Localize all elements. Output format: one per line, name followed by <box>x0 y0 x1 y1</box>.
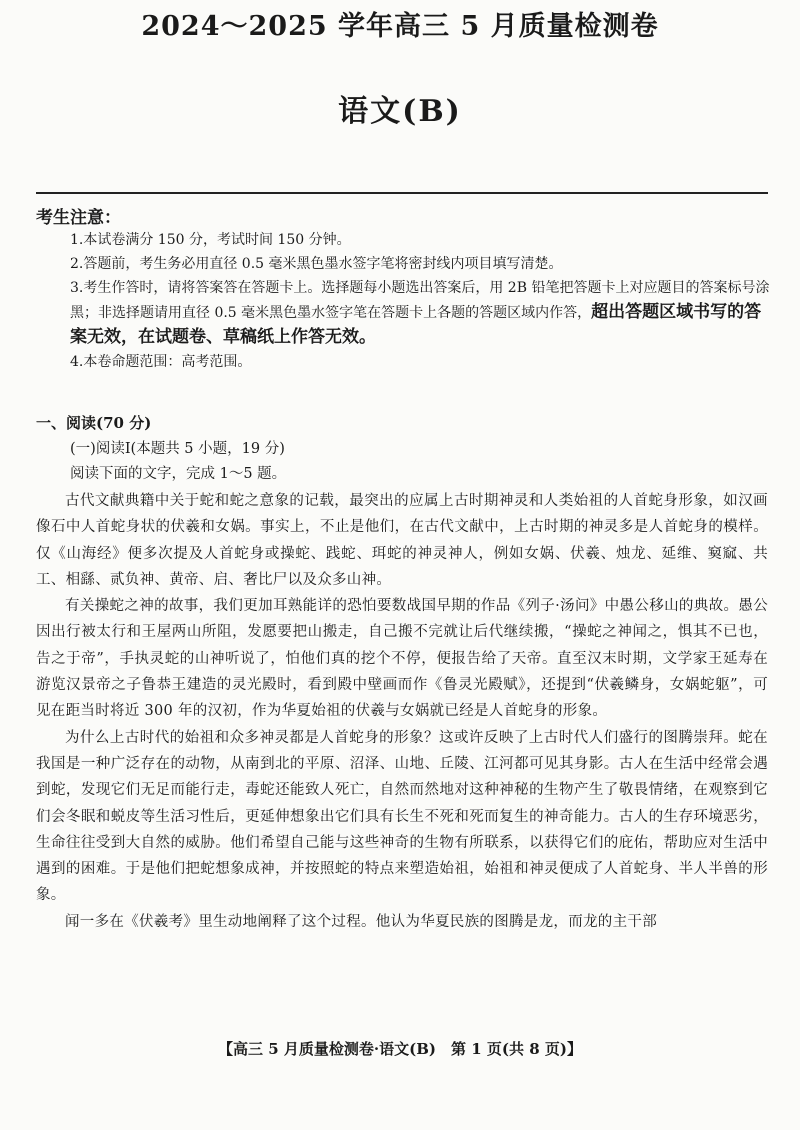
page-footer: 【高三 5 月质量检测卷·语文(B) 第 1 页(共 8 页)】 <box>218 1040 582 1058</box>
notice-item-1: 1.本试卷满分 150 分，考试时间 150 分钟。 <box>70 232 351 248</box>
subject-title: 语文(B) <box>338 94 462 129</box>
passage-paragraph: 为什么上古时代的始祖和众多神灵都是人首蛇身的形象？这或许反映了上古时代人们盛行的图腾崇拜。蛇在我国是一种广泛存在的动物，从南到北的平原、沼泽、山地、丘陵、江河都可见其身影。古人在生活中经常会遇到蛇，发现它们无足而能行走，毒蛇还能致人死亡，自然而然地对这种神秘的生物产生了敬畏情绪，在观察到它们会冬眠和蜕皮等生活习性后，更延伸想象出它们具有长生不死和死而复生的神奇能力。古人的生存环境恶劣，生命往往受到大自然的威胁。他们希望自己能与这些神奇的生物有所联系，以获得它们的庇佑，帮助应对生活中遇到的困难。于是他们把蛇想象成神，并按照蛇的特点来塑造始祖，始祖和神灵便成了人首蛇身、半人半兽的形象。 <box>36 729 768 904</box>
notice-item-2: 2.答题前，考生务必用直径 0.5 毫米黑色墨水签字笔将密封线内项目填写清楚。 <box>70 256 563 272</box>
header-divider <box>36 192 768 194</box>
reading-passage <box>36 488 768 935</box>
notice-list <box>70 228 770 374</box>
section-heading: 一、阅读(70 分) <box>36 414 152 432</box>
notice-heading: 考生注意： <box>36 208 121 228</box>
passage-paragraph: 闻一多在《伏羲考》里生动地阐释了这个过程。他认为华夏民族的图腾是龙，而龙的主干部 <box>65 913 657 930</box>
passage-paragraph: 古代文献典籍中关于蛇和蛇之意象的记载，最突出的应属上古时期神灵和人类始祖的人首蛇身形象，如汉画像石中人首蛇身状的伏羲和女娲。事实上，不止是他们，在古代文献中，上古时期的神灵多是人首蛇身的模样。仅《山海经》便多次提及人首蛇身或操蛇、践蛇、珥蛇的神灵神人，例如女娲、伏羲、烛龙、延维、窫窳、共工、相繇、贰负神、黄帝、启、奢比尸以及众多山神。 <box>36 493 768 588</box>
notice-item-3-emphasis: 超出答题区域书写的答案无效，在试题卷、草稿纸上作答无效。 <box>70 302 762 347</box>
passage-paragraph: 有关操蛇之神的故事，我们更加耳熟能详的恐怕要数战国早期的作品《列子·汤问》中愚公移山的典故。愚公因出行被太行和王屋两山所阻，发愿要把山搬走，自己搬不完就让后代继续搬，“操蛇之神闻之，惧其不已也，告之于帝”，手执灵蛇的山神听说了，怕他们真的挖个不停，便报告给了天帝。直至汉末时期，文学家王延寿在游览汉景帝之子鲁恭王建造的灵光殿时，看到殿中壁画而作《鲁灵光殿赋》，还提到“伏羲鳞身，女娲蛇躯”，可见在距当时将近 300 年的汉初，作为华夏始祖的伏羲与女娲就已经是人首蛇身的形象。 <box>36 598 768 720</box>
part-heading: (一)阅读Ⅰ(本题共 5 小题，19 分) <box>70 441 285 457</box>
reading-instruction: 阅读下面的文字，完成 1～5 题。 <box>70 466 287 482</box>
notice-item-4: 4.本卷命题范围：高考范围。 <box>70 354 252 370</box>
notice-item-3-text: 3.考生作答时，请将答案答在答题卡上。选择题每小题选出答案后，用 2B 铅笔把答题卡上对应题目的答案标号涂黑；非选择题请用直径 0.5 毫米黑色墨水签字笔在答题卡上各题的答题区域内作答， <box>70 280 770 321</box>
notice-item-3 <box>70 276 770 350</box>
exam-title: 2024～2025 学年高三 5 月质量检测卷 <box>141 11 659 42</box>
